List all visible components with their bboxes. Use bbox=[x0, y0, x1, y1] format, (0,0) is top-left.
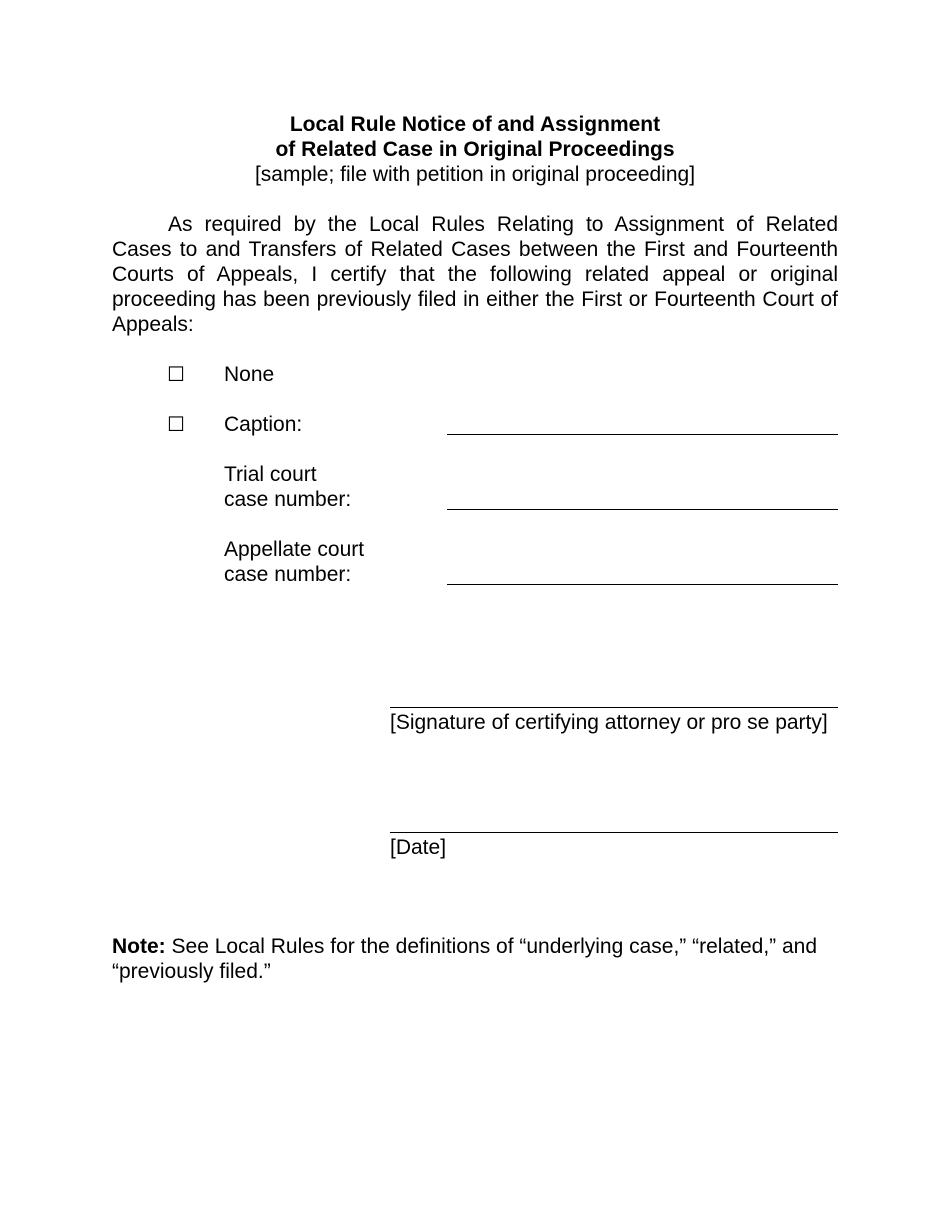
appellate-court-label-line1: Appellate court bbox=[224, 538, 365, 561]
note-paragraph bbox=[112, 934, 838, 984]
note-label: Note: bbox=[112, 935, 166, 958]
appellate-court-blank-line[interactable] bbox=[447, 584, 838, 585]
appellate-court-label-line2: case number: bbox=[224, 563, 352, 586]
date-label: [Date] bbox=[390, 836, 447, 859]
trial-court-blank-line[interactable] bbox=[447, 509, 838, 510]
title-line-1: Local Rule Notice of and Assignment bbox=[289, 113, 661, 136]
trial-court-label-line1: Trial court bbox=[224, 463, 317, 486]
trial-court-label-line2: case number: bbox=[224, 488, 352, 511]
caption-blank-line[interactable] bbox=[447, 434, 838, 435]
none-label: None bbox=[224, 363, 275, 386]
date-blank-line[interactable] bbox=[390, 832, 838, 833]
subtitle: [sample; file with petition in original proceeding] bbox=[254, 163, 696, 186]
caption-checkbox[interactable]: ☐ bbox=[167, 412, 185, 436]
certification-paragraph: As required by the Local Rules Relating to Assignment of Related Cases to and Transfers of Related Cases between the First and Fourteenth Courts of Appeals, I certify that the following related appeal or original proceeding has been previously filed in either the First or Fourteenth Court of Appeals: bbox=[112, 213, 838, 336]
title-line-2: of Related Case in Original Proceedings bbox=[275, 138, 675, 161]
caption-label: Caption: bbox=[224, 413, 303, 436]
title-block bbox=[112, 112, 838, 187]
none-checkbox[interactable]: ☐ bbox=[167, 362, 185, 386]
signature-blank-line[interactable] bbox=[390, 707, 838, 708]
signature-label: [Signature of certifying attorney or pro se party] bbox=[390, 711, 828, 734]
note-text: See Local Rules for the definitions of “underlying case,” “related,” and “previously filed.” bbox=[112, 935, 818, 983]
